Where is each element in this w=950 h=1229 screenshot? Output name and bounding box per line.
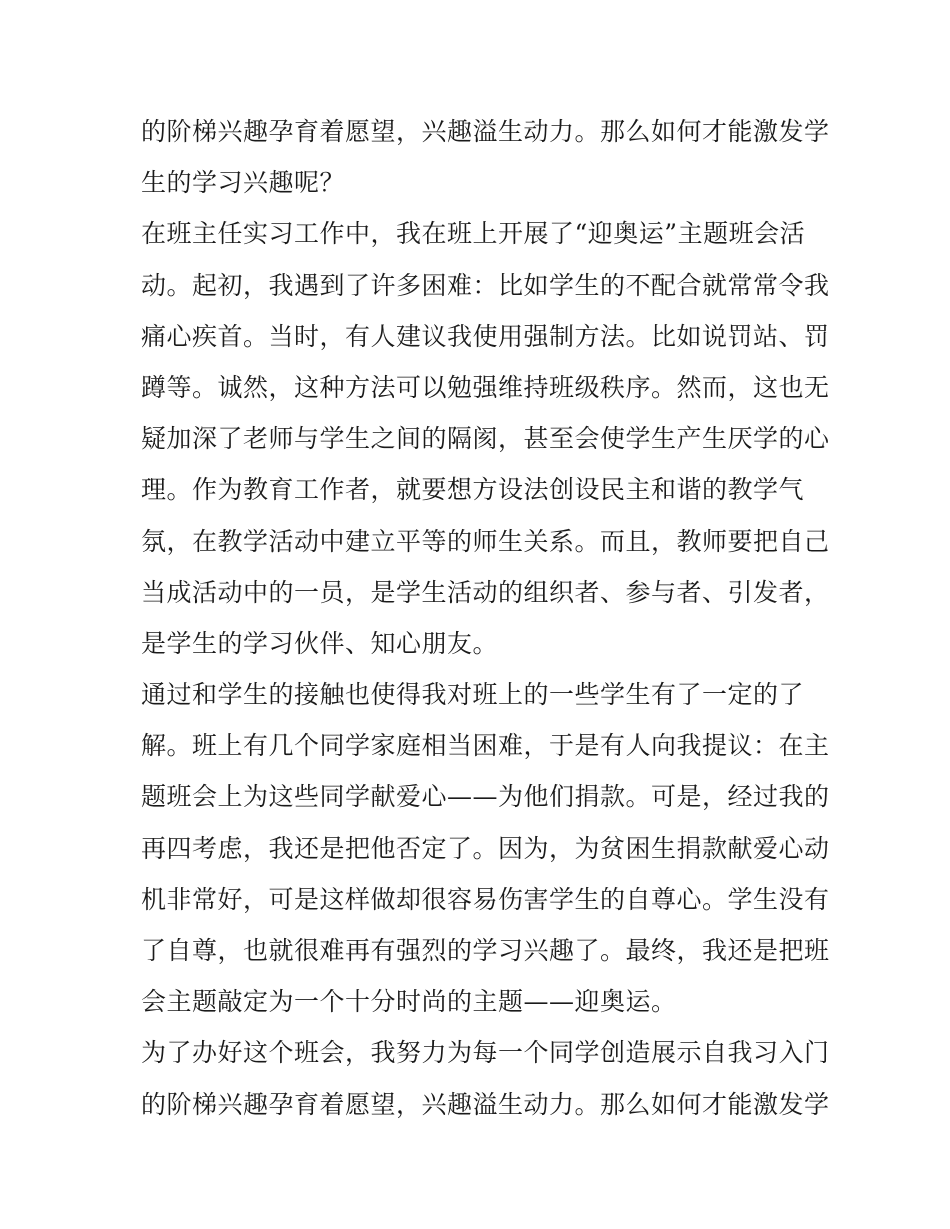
body-text <box>141 106 830 1130</box>
text-line: 在班主任实习工作中，我在班上开展了“迎奥运”主题班会活 <box>141 219 806 249</box>
text-line: 解。班上有几个同学家庭相当困难，于是有人向我提议：在主 <box>141 731 830 761</box>
text-line: 机非常好，可是这样做却很容易伤害学生的自尊心。学生没有 <box>141 884 830 914</box>
text-line: 为了办好这个班会，我努力为每一个同学创造展示自我习入门 <box>141 1038 830 1068</box>
text-line: 的阶梯兴趣孕育着愿望，兴趣溢生动力。那么如何才能激发学 <box>141 1089 830 1119</box>
text-line: 生的学习兴趣呢？ <box>141 168 346 198</box>
text-line: 通过和学生的接触也使得我对班上的一些学生有了一定的了 <box>141 680 805 710</box>
text-line: 是学生的学习伙伴、知心朋友。 <box>141 628 499 658</box>
text-line: 会主题敲定为一个十分时尚的主题——迎奥运。 <box>141 987 677 1017</box>
text-line: 蹲等。诚然，这种方法可以勉强维持班级秩序。然而，这也无 <box>141 372 830 402</box>
text-line: 动。起初，我遇到了许多困难：比如学生的不配合就常常令我 <box>141 270 830 300</box>
text-line: 题班会上为这些同学献爱心——为他们捐款。可是，经过我的 <box>141 782 830 812</box>
text-line: 的阶梯兴趣孕育着愿望，兴趣溢生动力。那么如何才能激发学 <box>141 117 830 146</box>
text-line: 当成活动中的一员，是学生活动的组织者、参与者、引发者， <box>141 577 830 607</box>
text-line: 疑加深了老师与学生之间的隔阂，甚至会使学生产生厌学的心 <box>141 424 830 454</box>
text-line: 再四考虑，我还是把他否定了。因为，为贫困生捐款献爱心动 <box>141 833 830 863</box>
text-line: 痛心疾首。当时，有人建议我使用强制方法。比如说罚站、罚 <box>141 321 830 351</box>
text-line: 了自尊，也就很难再有强烈的学习兴趣了。最终，我还是把班 <box>141 936 830 965</box>
text-line: 理。作为教育工作者，就要想方设法创设民主和谐的教学气 <box>141 475 805 505</box>
text-line: 氛，在教学活动中建立平等的师生关系。而且，教师要把自己 <box>141 526 830 556</box>
